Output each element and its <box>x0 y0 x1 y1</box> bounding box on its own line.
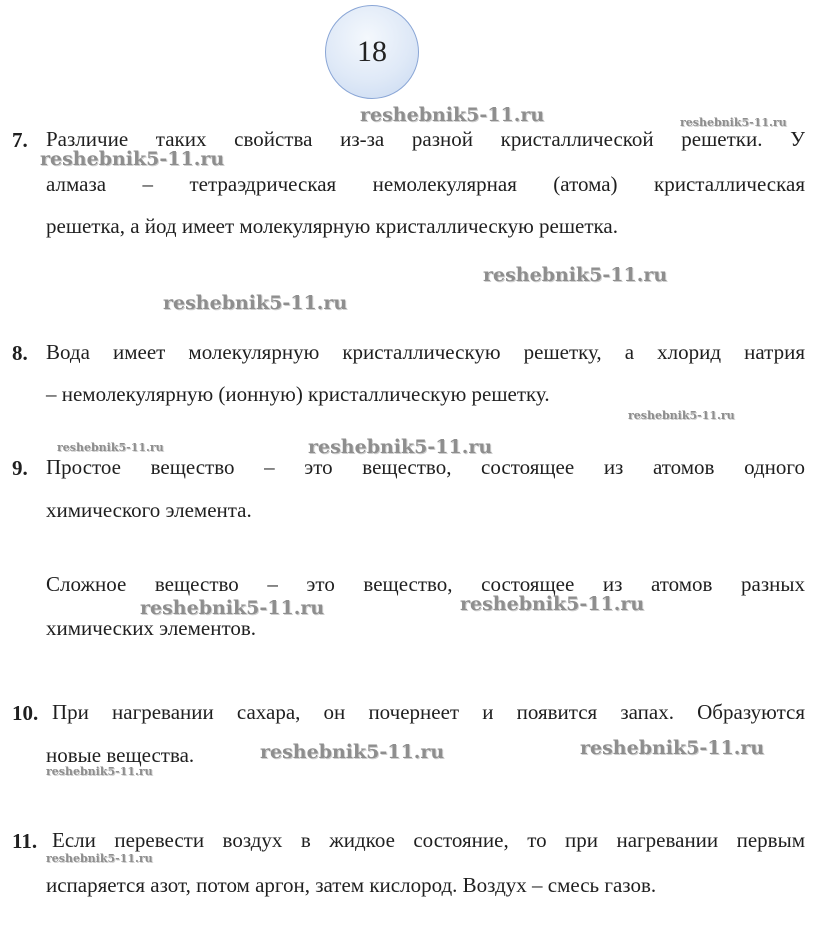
watermark: reshebnik5-11.ru <box>360 104 545 126</box>
watermark: reshebnik5-11.ru <box>260 741 445 763</box>
page-number-badge <box>325 5 419 99</box>
item-9-line-3: Сложное вещество – это вещество, состоящее из атомов разных <box>46 572 805 596</box>
watermark: reshebnik5-11.ru <box>57 441 164 454</box>
watermark: reshebnik5-11.ru <box>483 264 668 286</box>
item-number-7: 7. <box>12 128 28 152</box>
watermark: reshebnik5-11.ru <box>140 597 325 619</box>
page-number: 18 <box>357 35 387 68</box>
item-number-9: 9. <box>12 456 28 480</box>
item-number-11: 11. <box>12 829 38 853</box>
item-10-line-2: новые вещества. <box>46 743 195 767</box>
watermark: reshebnik5-11.ru <box>40 148 225 170</box>
item-9-line-1: Простое вещество – это вещество, состоящее из атомов одного <box>46 455 805 479</box>
item-9-line-4: химических элементов. <box>46 616 257 640</box>
watermark: reshebnik5-11.ru <box>680 116 787 129</box>
watermark: reshebnik5-11.ru <box>308 436 493 458</box>
item-8-line-2: – немолекулярную (ионную) кристаллическую решетку. <box>46 382 550 406</box>
watermark: reshebnik5-11.ru <box>46 852 153 865</box>
item-11-line-2: испаряется азот, потом аргон, затем кислород. Воздух – смесь газов. <box>46 873 657 897</box>
watermark: reshebnik5-11.ru <box>460 593 645 615</box>
item-9-line-2: химического элемента. <box>46 498 252 522</box>
watermark: reshebnik5-11.ru <box>628 409 735 422</box>
item-7-line-2: алмаза – тетраэдрическая немолекулярная (атома) кристаллическая <box>46 172 805 196</box>
item-7-line-3: решетка, а йод имеет молекулярную кристаллическую решетка. <box>46 214 618 238</box>
item-number-8: 8. <box>12 341 28 365</box>
watermark: reshebnik5-11.ru <box>580 737 765 759</box>
watermark: reshebnik5-11.ru <box>163 292 348 314</box>
item-11-line-1: Если перевести воздух в жидкое состояние, то при нагревании первым <box>52 828 805 852</box>
item-number-10: 10. <box>12 701 39 725</box>
item-8-line-1: Вода имеет молекулярную кристаллическую решетку, а хлорид натрия <box>46 340 805 364</box>
item-10-line-1: При нагревании сахара, он почернеет и появится запах. Образуются <box>52 700 805 724</box>
item-7-line-1: Различие таких свойства из-за разной кристаллической решетки. У <box>46 127 805 151</box>
watermark: reshebnik5-11.ru <box>46 765 153 778</box>
